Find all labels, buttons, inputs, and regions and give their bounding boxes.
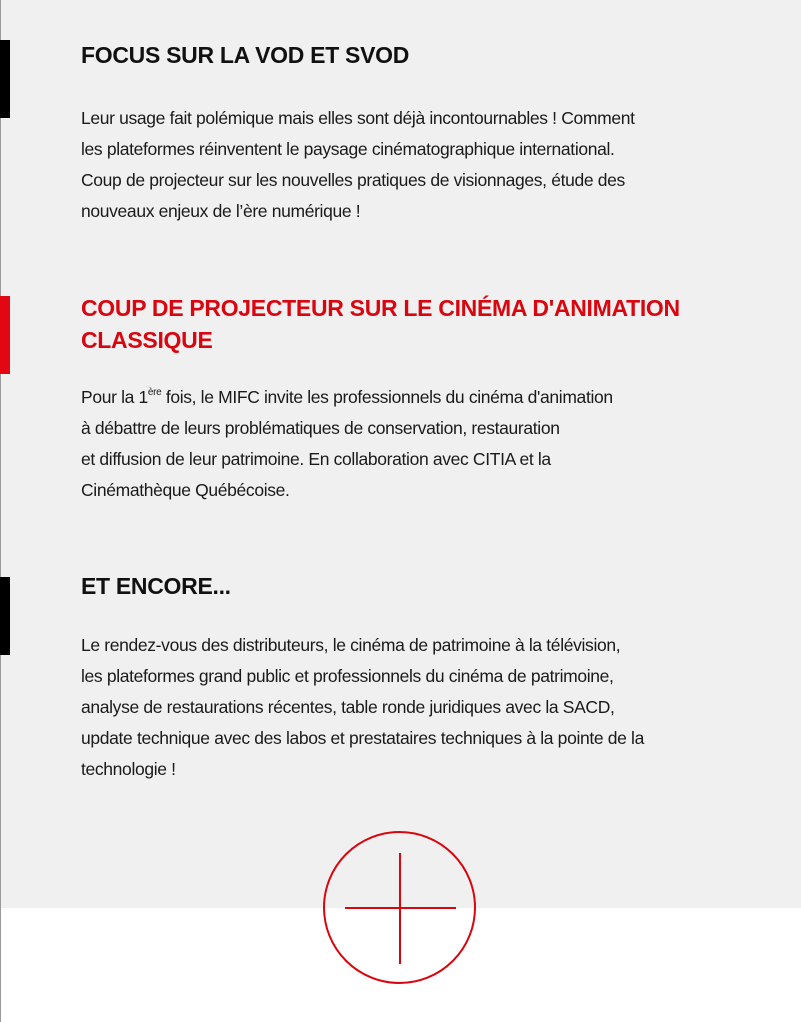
ordinal-superscript: ère [147,387,162,399]
body-text: fois, le MIFC invite les professionnels du cinéma d'animation [161,387,613,407]
body-line: update technique avec des labos et prestataires techniques à la pointe de la [81,728,644,748]
body-text: Pour la 1 [81,387,148,407]
section-title: ET ENCORE... [81,573,231,599]
body-line: les plateformes réinventent le paysage cinématographique international. [81,139,615,159]
body-line: les plateformes grand public et professionnels du cinéma de patrimoine, [81,666,614,686]
body-line: Leur usage fait polémique mais elles sont déjà incontournables ! Comment [81,108,635,128]
section-title [81,292,741,356]
body-line: Le rendez-vous des distributeurs, le cinéma de patrimoine à la télévision, [81,635,621,655]
plus-icon-vertical [399,853,401,964]
section-body [81,103,731,227]
section-accent-bar [0,577,10,655]
section-title: FOCUS SUR LA VOD ET SVOD [81,42,410,68]
body-line [81,382,731,413]
body-line: analyse de restaurations récentes, table ronde juridiques avec la SACD, [81,697,615,717]
body-line: technologie ! [81,759,176,779]
section-title-line: CLASSIQUE [81,327,213,353]
section-accent-bar [0,296,10,374]
body-line: Coup de projecteur sur les nouvelles pratiques de visionnages, étude des [81,170,625,190]
section-accent-bar [0,40,10,118]
body-line: à débattre de leurs problématiques de conservation, restauration [81,418,560,438]
body-line: Cinémathèque Québécoise. [81,480,290,500]
section-title-line: COUP DE PROJECTEUR SUR LE CINÉMA D'ANIMATION [81,295,680,321]
expand-button[interactable] [323,831,476,984]
section-body [81,382,731,506]
body-line: et diffusion de leur patrimoine. En collaboration avec CITIA et la [81,449,551,469]
body-line: nouveaux enjeux de l’ère numérique ! [81,201,361,221]
section-body [81,630,731,785]
